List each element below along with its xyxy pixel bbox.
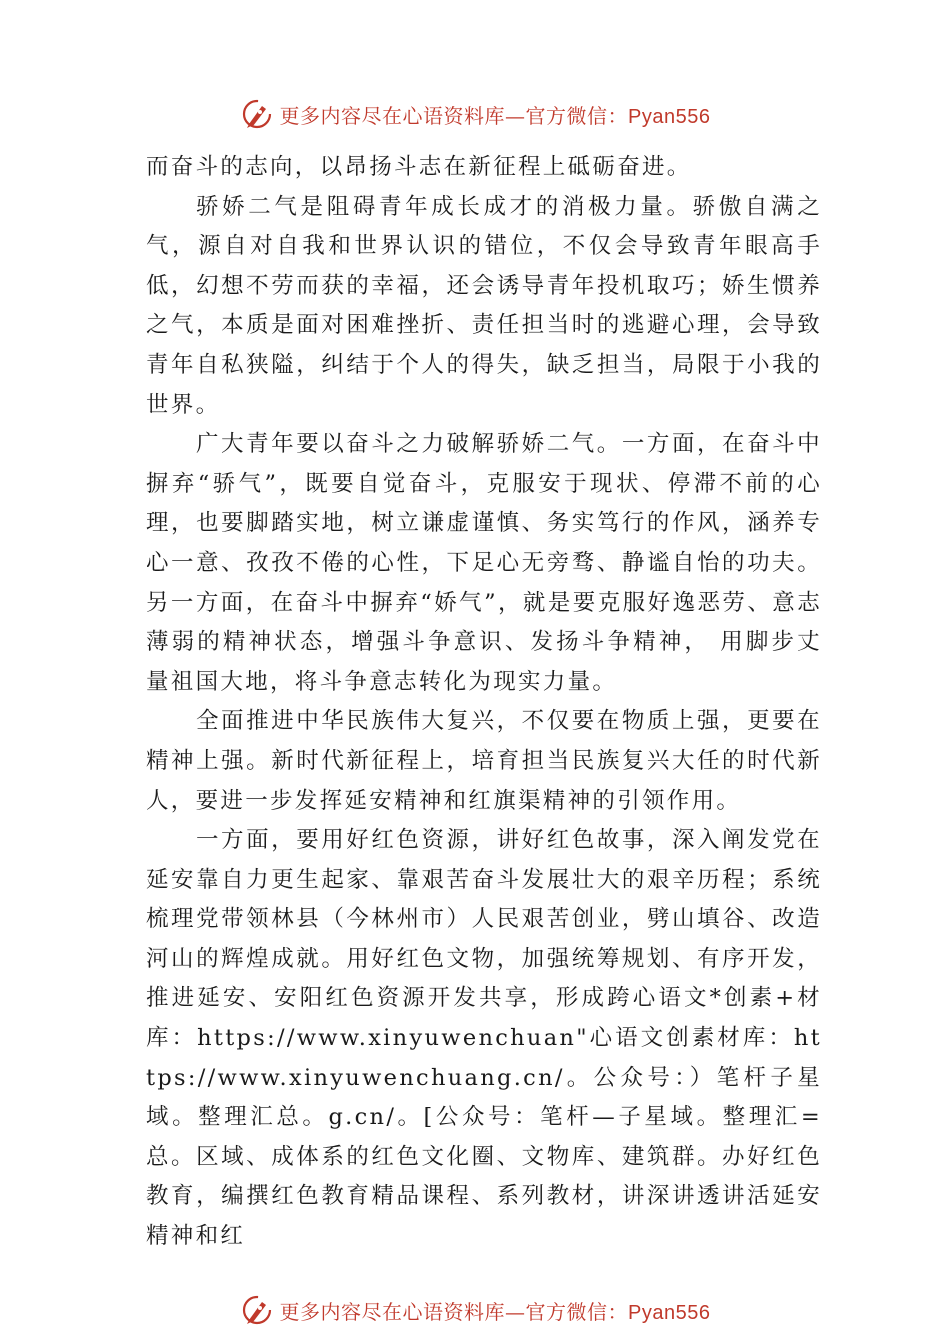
footer-watermark — [240, 1293, 711, 1327]
header-label: 更多内容尽在心语资料库—官方微信： — [279, 103, 629, 128]
quill-seal-icon — [240, 1293, 274, 1327]
quill-seal-icon — [240, 97, 274, 131]
paragraph-2: 骄娇二气是阻碍青年成长成才的消极力量。骄傲自满之气，源自对自我和世界认识的错位，不仅会导致青年眼高手低，幻想不劳而获的幸福，还会诱导青年投机取巧；娇生惯养之气，本质是面对困难挫折、责任担当时的逃避心理，会导致青年自私狭隘，纠结于个人的得失，缺乏担当，局限于小我的世界。 — [146, 193, 822, 418]
paragraph-5: 一方面，要用好红色资源，讲好红色故事，深入阐发党在延安靠自力更生起家、靠艰苦奋斗发展壮大的艰辛历程；系统梳理党带领林县（今林州市）人民艰苦创业，劈山填谷、改造河山的辉煌成就。用好红色文物，加强统筹规划、有序开发，推进延安、安阳红色资源开发共享，形成跨心语文*创素+材库：https://www.xinyuwenchuan"心语文创素材库：https://www.xinyuwenchuang.cn/。公众号：）笔杆子星域。整理汇总。g.cn/。[公众号：笔杆—子星域。整理汇=总。区域、成体系的红色文化圈、文物库、建筑群。办好红色教育，编撰红色教育精品课程、系列教材，讲深讲透讲活延安精神和红 — [146, 827, 822, 1250]
page-footer — [0, 1290, 950, 1330]
footer-wechat-id: Pyan556 — [628, 1301, 711, 1324]
paragraph-4: 全面推进中华民族伟大复兴，不仅要在物质上强，更要在精神上强。新时代新征程上，培育担当民族复兴大任的时代新人，要进一步发挥延安精神和红旗渠精神的引领作用。 — [146, 708, 822, 814]
document-body — [146, 148, 822, 1257]
paragraph-1: 而奋斗的志向，以昂扬斗志在新征程上砥砺奋进。 — [146, 154, 692, 180]
page-header — [0, 94, 950, 134]
footer-text — [280, 1296, 711, 1325]
paragraph-3: 广大青年要以奋斗之力破解骄娇二气。一方面，在奋斗中摒弃“骄气”，既要自觉奋斗，克服安于现状、停滞不前的心理，也要脚踏实地，树立谦虚谨慎、务实笃行的作风，涵养专心一意、孜孜不倦的心性，下足心无旁骛、静谧自怡的功夫。另一方面，在奋斗中摒弃“娇气”，就是要克服好逸恶劳、意志薄弱的精神状态，增强斗争意识、发扬斗争精神， 用脚步丈量祖国大地，将斗争意志转化为现实力量。 — [146, 431, 822, 695]
header-watermark — [240, 97, 711, 131]
footer-label: 更多内容尽在心语资料库—官方微信： — [279, 1299, 629, 1324]
wechat-id: Pyan556 — [628, 105, 711, 128]
header-text — [280, 100, 711, 129]
